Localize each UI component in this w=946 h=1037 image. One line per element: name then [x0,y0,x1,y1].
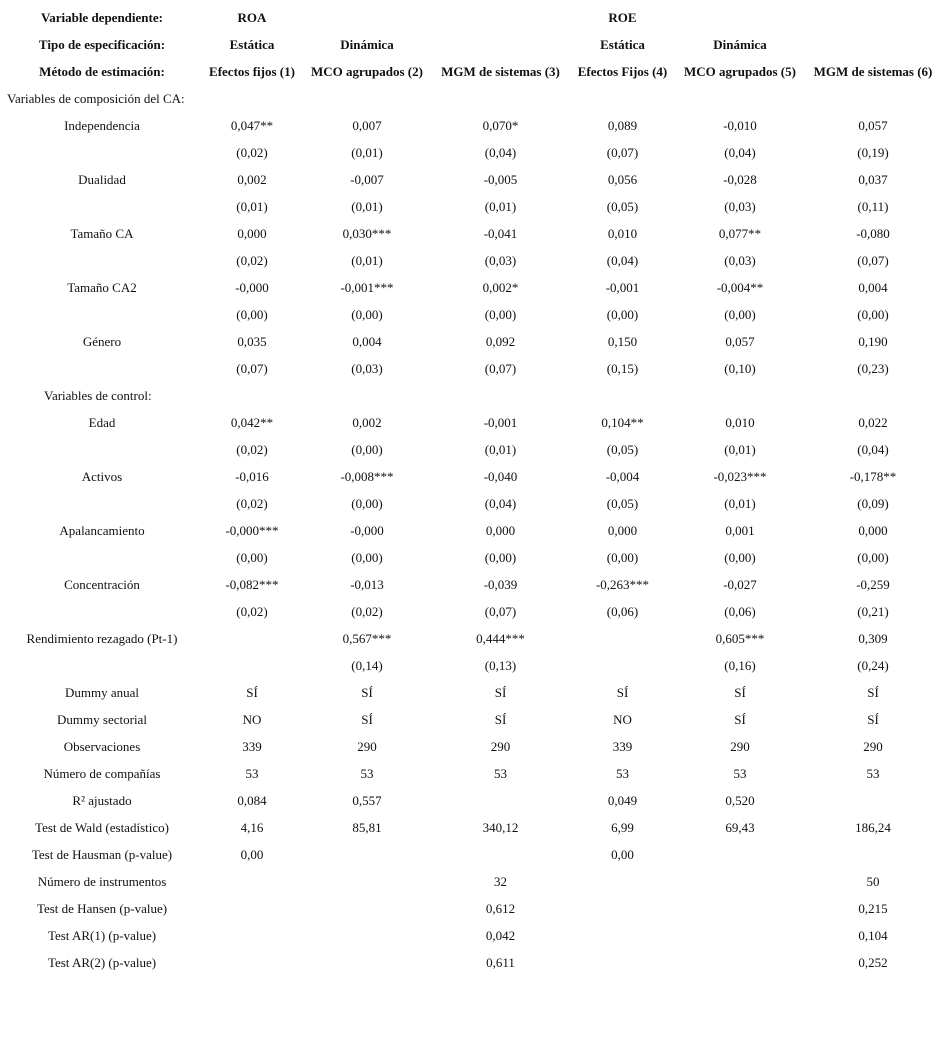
cell-model-6: (0,11) [857,199,889,214]
cell-model-1 [204,652,300,679]
cell-model-1: -0,082*** [225,577,279,592]
cell-model-6: (0,09) [857,496,889,511]
cell-model-4: 53 [616,766,629,781]
cell-model-3: 0,444*** [476,631,525,646]
cell-model-6: SÍ [867,712,879,727]
method-2: MCO agrupados (2) [311,64,423,79]
cell-model-5: -0,004** [716,280,764,295]
cell-model-2: (0,01) [351,145,383,160]
cell-model-6: -0,080 [856,226,890,241]
cell-model-5: 0,077** [718,226,762,241]
row-label: Tamaño CA2 [67,280,137,295]
row-label: Dummy sectorial [57,712,147,727]
cell-model-4: (0,05) [606,442,639,457]
cell-model-1: (0,00) [236,550,268,565]
cell-model-6: 0,057 [858,118,888,133]
cell-model-4: (0,05) [606,199,639,214]
cell-model-1: SÍ [246,685,258,700]
cell-model-5 [675,841,805,868]
cell-model-1: 4,16 [240,820,264,835]
cell-model-4 [570,625,675,652]
cell-model-2: -0,008*** [340,469,394,484]
cell-model-6: 0,190 [858,334,888,349]
row-label [0,598,204,625]
cell-model-4: 0,010 [607,226,638,241]
cell-model-2: 0,567*** [342,631,392,646]
cell-model-2 [303,922,431,949]
cell-model-3: 53 [494,766,507,781]
table-row-stderr [0,544,946,571]
row-label: Activos [81,469,123,484]
method-1: Efectos fijos (1) [209,64,295,79]
cell-model-5: (0,01) [724,496,756,511]
cell-model-4: -0,001 [605,280,640,295]
cell-model-2: 0,557 [352,793,382,808]
cell-model-1: (0,02) [236,253,268,268]
table-row [0,112,946,139]
cell-model-5: 53 [733,766,747,781]
row-label: Concentración [64,577,140,592]
table-row-stderr [0,193,946,220]
cell-model-5: 0,605*** [715,631,765,646]
cell-model-3: 290 [490,739,511,754]
cell-model-6: 290 [863,739,883,754]
cell-model-4: SÍ [616,685,629,700]
table-row-stderr [0,355,946,382]
cell-model-4 [570,949,675,976]
cell-model-4 [570,922,675,949]
cell-model-3: -0,001 [483,415,518,430]
cell-model-1: (0,02) [236,442,268,457]
roe-heading: ROE [608,10,637,25]
row-label: Apalancamiento [59,523,145,538]
table-row [0,166,946,193]
cell-model-3: 0,000 [485,523,516,538]
cell-model-5: (0,10) [724,361,756,376]
cell-model-3: 0,070* [482,118,519,133]
cell-model-3: SÍ [494,685,507,700]
row-label: Rendimiento rezagado (Pt-1) [26,631,178,646]
cell-model-1: 339 [242,739,262,754]
cell-model-6: SÍ [867,685,879,700]
cell-model-4: 0,00 [611,847,634,862]
cell-model-5 [675,868,805,895]
cell-model-6: 0,000 [858,523,888,538]
row-label: Test de Hausman (p-value) [31,847,173,862]
cell-model-2: 0,004 [352,334,382,349]
cell-model-2 [303,868,431,895]
table-row-stderr [0,652,946,679]
table-row [0,922,946,949]
table-row [0,679,946,706]
cell-model-4: 0,000 [607,523,638,538]
cell-model-3: SÍ [494,712,507,727]
table-row [0,625,946,652]
table-row [0,814,946,841]
table-row-stderr [0,247,946,274]
cell-model-2: (0,03) [351,361,383,376]
cell-model-3: 0,611 [486,955,515,970]
cell-model-5: (0,16) [724,658,756,673]
table-row [0,895,946,922]
cell-model-6: 0,104 [858,928,888,943]
table-row [0,760,946,787]
cell-model-2: -0,013 [350,577,384,592]
cell-model-1 [204,922,300,949]
header-method-row [0,58,946,85]
cell-model-4: (0,06) [606,604,639,619]
dependent-variable-label: Variable dependiente: [41,10,163,25]
cell-model-2: 85,81 [352,820,382,835]
cell-model-3: 0,042 [485,928,516,943]
cell-model-4: 0,150 [607,334,638,349]
cell-model-3: -0,039 [483,577,518,592]
cell-model-1 [204,625,300,652]
cell-model-1: -0,000 [235,280,269,295]
cell-model-3: (0,01) [484,442,517,457]
table-row [0,274,946,301]
cell-model-3: -0,005 [483,172,518,187]
cell-model-1: (0,07) [236,361,268,376]
cell-model-4 [570,895,675,922]
row-label: Número de instrumentos [37,874,167,889]
cell-model-2: 290 [357,739,377,754]
cell-model-3: (0,04) [484,145,517,160]
cell-model-6: 186,24 [855,820,891,835]
cell-model-4: 339 [612,739,633,754]
cell-model-4: (0,07) [606,145,639,160]
cell-model-3: 0,002* [482,280,519,295]
row-label [0,301,204,328]
cell-model-2: -0,001*** [340,280,394,295]
cell-model-1: 53 [245,766,259,781]
row-label [0,355,204,382]
cell-model-5: 0,010 [725,415,755,430]
cell-model-5: -0,028 [723,172,757,187]
cell-model-1: (0,02) [236,604,268,619]
cell-model-3: 0,612 [485,901,516,916]
cell-model-6: -0,178** [849,469,897,484]
cell-model-2: (0,00) [351,307,383,322]
cell-model-4: 0,056 [607,172,638,187]
cell-model-4: 0,104** [601,415,644,430]
cell-model-1 [204,868,300,895]
cell-model-3: (0,13) [484,658,517,673]
cell-model-3: (0,07) [484,604,517,619]
row-label [0,247,204,274]
cell-model-6: (0,04) [857,442,889,457]
cell-model-3: 32 [494,874,507,889]
cell-model-5: (0,00) [724,550,756,565]
method-3: MGM de sistemas (3) [441,64,560,79]
cell-model-1: 0,00 [240,847,264,862]
cell-model-1: 0,084 [237,793,267,808]
cell-model-1: 0,002 [237,172,267,187]
cell-model-2: 0,030*** [342,226,392,241]
method-5: MCO agrupados (5) [684,64,796,79]
method-4: Efectos Fijos (4) [577,64,668,79]
cell-model-6: (0,21) [857,604,889,619]
cell-model-6: (0,07) [857,253,889,268]
cell-model-4: 6,99 [611,820,634,835]
cell-model-1: (0,00) [236,307,268,322]
section-board-row [0,85,946,112]
table-row [0,706,946,733]
row-label [0,193,204,220]
cell-model-2 [303,895,431,922]
cell-model-2: (0,02) [351,604,383,619]
row-label: Tamaño CA [70,226,134,241]
cell-model-5: -0,027 [723,577,757,592]
cell-model-2: SÍ [361,712,373,727]
cell-model-3: (0,00) [484,307,517,322]
cell-model-4: (0,15) [606,361,639,376]
cell-model-4: -0,004 [605,469,640,484]
spec-roa-static: Estática [229,37,275,52]
cell-model-5: -0,010 [723,118,757,133]
section-control-row [0,382,946,409]
table-row [0,409,946,436]
row-label [0,490,204,517]
cell-model-5: 0,001 [725,523,755,538]
cell-model-3: -0,040 [483,469,518,484]
cell-model-6: 0,215 [858,901,888,916]
cell-model-6: 0,037 [858,172,888,187]
cell-model-2: -0,007 [350,172,384,187]
cell-model-6 [805,841,941,868]
cell-model-1: (0,01) [236,199,268,214]
cell-model-6: (0,00) [857,307,889,322]
cell-model-3 [431,841,570,868]
cell-model-3: (0,07) [484,361,517,376]
cell-model-6: -0,259 [856,577,890,592]
table-row [0,841,946,868]
row-label: Dualidad [78,172,126,187]
row-label [0,544,204,571]
cell-model-6: 0,004 [858,280,888,295]
table-row [0,571,946,598]
cell-model-2: (0,01) [351,253,383,268]
row-label [0,139,204,166]
cell-model-2: (0,01) [351,199,383,214]
row-label: Edad [88,415,116,430]
cell-model-5: 290 [730,739,750,754]
table-row-stderr [0,490,946,517]
cell-model-3: (0,03) [484,253,517,268]
table-row [0,517,946,544]
table-row [0,787,946,814]
cell-model-3: (0,00) [484,550,517,565]
cell-model-5 [675,895,805,922]
table-row [0,463,946,490]
cell-model-4: -0,263*** [595,577,650,592]
cell-model-4: (0,05) [606,496,639,511]
cell-model-2: (0,00) [351,496,383,511]
cell-model-5: (0,03) [724,253,756,268]
cell-model-5: SÍ [734,712,746,727]
cell-model-2: (0,00) [351,550,383,565]
cell-model-6: 0,022 [858,415,888,430]
cell-model-6: (0,19) [857,145,889,160]
cell-model-1: (0,02) [236,496,268,511]
cell-model-2 [303,841,431,868]
row-label: Test de Wald (estadístico) [35,820,169,835]
cell-model-6: (0,23) [857,361,889,376]
cell-model-6: 50 [866,874,880,889]
spec-roa-dynamic: Dinámica [340,37,394,52]
header-spec-row [0,31,946,58]
row-label: Número de compañías [43,766,161,781]
table-row-stderr [0,436,946,463]
cell-model-2: -0,000 [350,523,384,538]
row-label: R² ajustado [72,793,132,808]
cell-model-6: (0,00) [857,550,889,565]
cell-model-5: -0,023*** [713,469,767,484]
cell-model-5 [675,949,805,976]
row-label: Test AR(2) (p-value) [47,955,157,970]
cell-model-3: 0,092 [485,334,516,349]
cell-model-1: 0,035 [237,334,267,349]
section-board-heading: Variables de composición del CA: [7,91,185,106]
cell-model-4: NO [613,712,632,727]
cell-model-2: (0,14) [351,658,383,673]
cell-model-1 [204,949,300,976]
cell-model-5 [675,922,805,949]
cell-model-4: 0,089 [607,118,638,133]
row-label: Dummy anual [64,685,139,700]
cell-model-1: NO [242,712,262,727]
cell-model-1: (0,02) [236,145,268,160]
row-label [0,652,204,679]
cell-model-5: 0,057 [725,334,755,349]
cell-model-5: (0,01) [724,442,756,457]
cell-model-4: (0,04) [606,253,639,268]
table-row-stderr [0,598,946,625]
cell-model-4 [570,652,675,679]
row-label: Test AR(1) (p-value) [47,928,157,943]
cell-model-5: SÍ [734,685,746,700]
cell-model-2: 0,002 [352,415,382,430]
cell-model-1: 0,042** [230,415,274,430]
table-row-stderr [0,301,946,328]
section-control-heading: Variables de control: [44,388,152,403]
row-label [0,436,204,463]
cell-model-4: (0,00) [606,550,639,565]
table-row-stderr [0,139,946,166]
table-row [0,733,946,760]
spec-roe-static: Estática [600,37,645,52]
row-label: Observaciones [63,739,141,754]
cell-model-6 [805,787,941,814]
header-dependent-row [0,4,946,31]
cell-model-3: -0,041 [483,226,518,241]
cell-model-3: 340,12 [482,820,519,835]
table-row [0,220,946,247]
method-6: MGM de sistemas (6) [813,64,933,79]
cell-model-5: (0,03) [724,199,756,214]
cell-model-6: (0,24) [857,658,889,673]
cell-model-4 [570,868,675,895]
cell-model-4: 0,049 [607,793,638,808]
cell-model-5: (0,00) [724,307,756,322]
cell-model-5: (0,04) [724,145,756,160]
cell-model-2: 53 [360,766,374,781]
cell-model-3: (0,01) [484,199,517,214]
spec-label: Tipo de especificación: [38,37,166,52]
cell-model-2: (0,00) [351,442,383,457]
cell-model-5: 0,520 [725,793,755,808]
cell-model-5: 69,43 [725,820,755,835]
table-row [0,328,946,355]
method-label: Método de estimación: [39,64,165,79]
row-label: Género [82,334,122,349]
cell-model-3 [431,787,570,814]
cell-model-6: 0,309 [858,631,888,646]
table-row [0,868,946,895]
cell-model-2: SÍ [361,685,373,700]
cell-model-1: 0,000 [237,226,267,241]
roa-heading: ROA [237,10,267,25]
cell-model-4: (0,00) [606,307,639,322]
cell-model-2: 0,007 [352,118,382,133]
table-row [0,949,946,976]
cell-model-1 [204,895,300,922]
cell-model-2 [303,949,431,976]
cell-model-6: 53 [866,766,880,781]
row-label: Independencia [64,118,140,133]
cell-model-1: 0,047** [230,118,274,133]
cell-model-5: (0,06) [724,604,756,619]
row-label: Test de Hansen (p-value) [36,901,168,916]
cell-model-1: -0,000*** [225,523,279,538]
cell-model-1: -0,016 [235,469,269,484]
spec-roe-dynamic: Dinámica [713,37,767,52]
cell-model-6: 0,252 [858,955,888,970]
cell-model-3: (0,04) [484,496,517,511]
